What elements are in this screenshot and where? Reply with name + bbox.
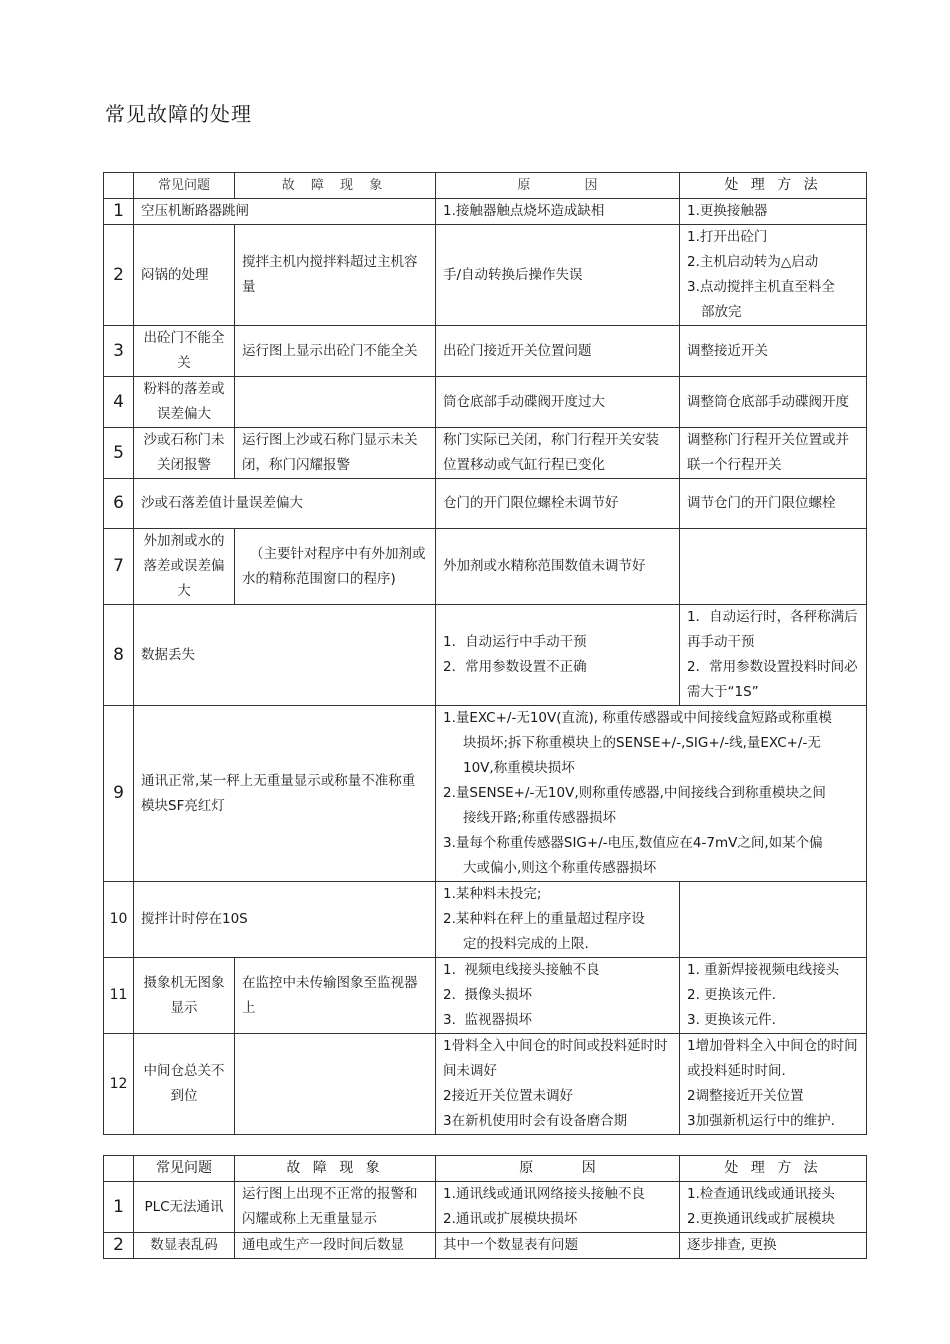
row-fix bbox=[680, 1182, 867, 1233]
fault-table bbox=[103, 172, 867, 1135]
row-number: 12 bbox=[104, 1034, 134, 1135]
cause-line: 3在新机使用时会有设备磨合期 bbox=[443, 1113, 628, 1129]
header-fix: 处 理 方 法 bbox=[680, 173, 867, 199]
row-cause bbox=[436, 958, 680, 1034]
fix-line: 2. 更换该元件. bbox=[687, 987, 776, 1003]
row-phenomenon: 在监控中未传输图象至监视器上 bbox=[235, 958, 436, 1034]
row-fix bbox=[680, 958, 867, 1034]
cause-line: 大或偏小,则这个称重传感器损坏 bbox=[463, 860, 657, 876]
row-fix: 调整接近开关 bbox=[680, 326, 867, 377]
row-problem: 摄象机无图象显示 bbox=[134, 958, 235, 1034]
page-title: 常见故障的处理 bbox=[105, 102, 252, 126]
row-phenomenon bbox=[235, 1034, 436, 1135]
cause-line: 1. 视频电线接头接触不良 bbox=[443, 962, 600, 978]
table-row bbox=[104, 1182, 867, 1233]
row-problem: 粉料的落差或误差偏大 bbox=[134, 377, 235, 428]
row-number: 4 bbox=[104, 377, 134, 428]
table-row bbox=[104, 706, 867, 882]
row-cause bbox=[436, 706, 867, 882]
fault-table-2 bbox=[103, 1155, 867, 1259]
fix-line: 1. 重新焊接视频电线接头 bbox=[687, 962, 840, 978]
header-fix: 处 理 方 法 bbox=[680, 1156, 867, 1182]
fix-line: 1.打开出砼门 bbox=[687, 229, 768, 245]
table-row bbox=[104, 958, 867, 1034]
row-fix bbox=[680, 1034, 867, 1135]
table-row bbox=[104, 882, 867, 958]
cause-line: 2.某种料在秤上的重量超过程序设 bbox=[443, 911, 645, 927]
fix-line: 3. 更换该元件. bbox=[687, 1012, 776, 1028]
row-phenomenon: 运行图上出现不正常的报警和闪耀或称上无重量显示 bbox=[235, 1182, 436, 1233]
table-row bbox=[104, 199, 867, 225]
cause-line: 1.量EXC+/-无10V(直流), 称重传感器或中间接线盒短路或称重模 bbox=[443, 710, 832, 726]
row-number: 2 bbox=[104, 1233, 134, 1259]
row-phenomenon bbox=[235, 377, 436, 428]
table-row bbox=[104, 326, 867, 377]
row-problem: 空压机断路器跳闸 bbox=[134, 199, 436, 225]
cause-line: 1.某种料未投完; bbox=[443, 886, 542, 902]
row-problem: PLC无法通讯 bbox=[134, 1182, 235, 1233]
row-fix: 逐步排查, 更换 bbox=[680, 1233, 867, 1259]
table-row bbox=[104, 377, 867, 428]
fix-line: 2.更换通讯线或扩展模块 bbox=[687, 1211, 835, 1227]
row-cause bbox=[436, 882, 680, 958]
row-fix: 1.更换接触器 bbox=[680, 199, 867, 225]
row-problem: 出砼门不能全关 bbox=[134, 326, 235, 377]
row-number: 9 bbox=[104, 706, 134, 882]
table-header-row bbox=[104, 1156, 867, 1182]
row-number: 11 bbox=[104, 958, 134, 1034]
row-number: 10 bbox=[104, 882, 134, 958]
cause-line: 2.通讯或扩展模块损坏 bbox=[443, 1211, 578, 1227]
fix-line: 3加强新机运行中的维护. bbox=[687, 1113, 835, 1129]
row-problem: 通讯正常,某一秤上无重量显示或称量不准称重模块SF亮红灯 bbox=[134, 706, 436, 882]
table-row bbox=[104, 1233, 867, 1259]
cause-line: 1．自动运行中手动干预 bbox=[443, 634, 587, 650]
header-blank bbox=[104, 1156, 134, 1182]
header-problem: 常见问题 bbox=[134, 1156, 235, 1182]
row-cause: 1.接触器触点烧坏造成缺相 bbox=[436, 199, 680, 225]
row-number: 2 bbox=[104, 225, 134, 326]
fix-line: 2．常用参数设置投料时间必需大于“1S” bbox=[687, 659, 858, 700]
row-cause bbox=[436, 1182, 680, 1233]
row-phenomenon: （主要针对程序中有外加剂或水的精称范围窗口的程序) bbox=[235, 529, 436, 605]
table-row bbox=[104, 428, 867, 479]
cause-line: 1骨料全入中间仓的时间或投料延时时间未调好 bbox=[443, 1038, 668, 1079]
row-fix bbox=[680, 882, 867, 958]
table-header-row bbox=[104, 173, 867, 199]
row-number: 6 bbox=[104, 479, 134, 529]
header-phenomenon: 故 障 现 象 bbox=[235, 173, 436, 199]
row-cause: 称门实际已关闭，称门行程开关安装位置移动或气缸行程已变化 bbox=[436, 428, 680, 479]
row-cause: 出砼门接近开关位置问题 bbox=[436, 326, 680, 377]
row-problem: 搅拌计时停在10S bbox=[134, 882, 436, 958]
row-cause bbox=[436, 605, 680, 706]
row-fix: 调整筒仓底部手动碟阀开度 bbox=[680, 377, 867, 428]
row-number: 1 bbox=[104, 199, 134, 225]
fix-line: 1．自动运行时，各秤称满后再手动干预 bbox=[687, 609, 858, 650]
row-cause: 仓门的开门限位螺栓未调节好 bbox=[436, 479, 680, 529]
cause-line: 2．常用参数设置不正确 bbox=[443, 659, 587, 675]
header-blank bbox=[104, 173, 134, 199]
row-cause: 手/自动转换后操作失误 bbox=[436, 225, 680, 326]
row-problem: 数显表乱码 bbox=[134, 1233, 235, 1259]
row-phenomenon: 运行图上显示出砼门不能全关 bbox=[235, 326, 436, 377]
row-number: 1 bbox=[104, 1182, 134, 1233]
fix-line: 2.主机启动转为△启动 bbox=[687, 254, 819, 270]
fix-line: 3.点动搅拌主机直至料全 bbox=[687, 279, 835, 295]
cause-line: 2. 摄像头损坏 bbox=[443, 987, 532, 1003]
table-row bbox=[104, 605, 867, 706]
row-number: 8 bbox=[104, 605, 134, 706]
row-number: 5 bbox=[104, 428, 134, 479]
header-problem: 常见问题 bbox=[134, 173, 235, 199]
cause-line: 定的投料完成的上限. bbox=[463, 936, 589, 952]
row-problem: 数据丢失 bbox=[134, 605, 436, 706]
row-fix: 调整称门行程开关位置或并联一个行程开关 bbox=[680, 428, 867, 479]
cause-line: 2.量SENSE+/-无10V,则称重传感器,中间接线合到称重模块之间 bbox=[443, 785, 826, 801]
header-cause: 原 因 bbox=[436, 1156, 680, 1182]
header-phenomenon: 故 障 现 象 bbox=[235, 1156, 436, 1182]
row-problem: 外加剂或水的落差或误差偏大 bbox=[134, 529, 235, 605]
header-cause: 原 因 bbox=[436, 173, 680, 199]
row-phenomenon: 运行图上沙或石称门显示未关闭，称门闪耀报警 bbox=[235, 428, 436, 479]
table-row bbox=[104, 529, 867, 605]
row-problem: 中间仓总关不到位 bbox=[134, 1034, 235, 1135]
table-row bbox=[104, 479, 867, 529]
row-fix bbox=[680, 529, 867, 605]
row-cause: 外加剂或水精称范围数值未调节好 bbox=[436, 529, 680, 605]
fix-line: 2调整接近开关位置 bbox=[687, 1088, 804, 1104]
row-fix: 调节仓门的开门限位螺栓 bbox=[680, 479, 867, 529]
row-cause: 筒仓底部手动碟阀开度过大 bbox=[436, 377, 680, 428]
row-cause: 其中一个数显表有问题 bbox=[436, 1233, 680, 1259]
fix-line: 1增加骨料全入中间仓的时间或投料延时时间. bbox=[687, 1038, 858, 1079]
row-phenomenon: 通电或生产一段时间后数显 bbox=[235, 1233, 436, 1259]
row-problem: 沙或石称门未关闭报警 bbox=[134, 428, 235, 479]
row-number: 3 bbox=[104, 326, 134, 377]
row-cause bbox=[436, 1034, 680, 1135]
table-row bbox=[104, 225, 867, 326]
cause-line: 3.量每个称重传感器SIG+/-电压,数值应在4-7mV之间,如某个偏 bbox=[443, 835, 823, 851]
cause-line: 接线开路;称重传感器损坏 bbox=[463, 810, 617, 826]
row-fix bbox=[680, 605, 867, 706]
row-number: 7 bbox=[104, 529, 134, 605]
row-problem: 沙或石落差值计量误差偏大 bbox=[134, 479, 436, 529]
cause-line: 10V,称重模块损坏 bbox=[463, 760, 575, 776]
table-row bbox=[104, 1034, 867, 1135]
cause-line: 块损坏;拆下称重模块上的SENSE+/-,SIG+/-线,量EXC+/-无 bbox=[463, 735, 821, 751]
fix-line: 1.检查通讯线或通讯接头 bbox=[687, 1186, 835, 1202]
row-fix bbox=[680, 225, 867, 326]
cause-line: 1.通讯线或通讯网络接头接触不良 bbox=[443, 1186, 645, 1202]
fix-line: 部放完 bbox=[701, 304, 742, 320]
row-problem: 闷锅的处理 bbox=[134, 225, 235, 326]
cause-line: 3. 监视器损坏 bbox=[443, 1012, 532, 1028]
row-phenomenon: 搅拌主机内搅拌料超过主机容量 bbox=[235, 225, 436, 326]
cause-line: 2接近开关位置未调好 bbox=[443, 1088, 574, 1104]
